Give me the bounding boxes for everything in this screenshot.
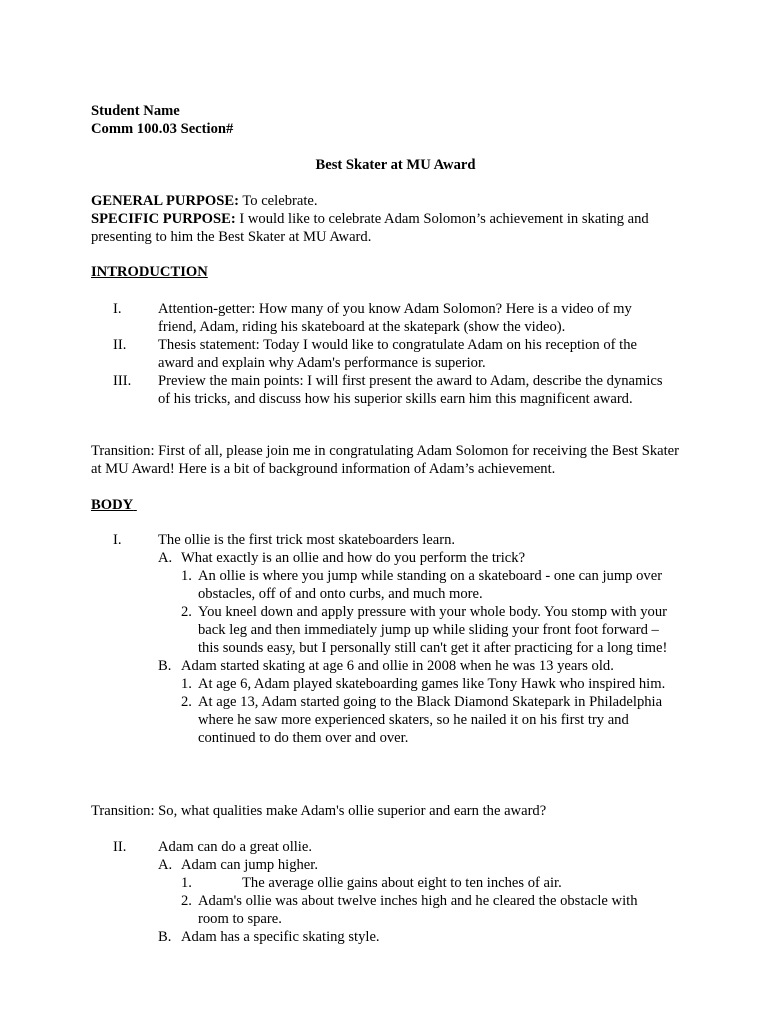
- detail-item-text: Adam's ollie was about twelve inches high and he cleared the obstacle with room to spare.: [198, 893, 638, 927]
- intro-item: [91, 300, 671, 336]
- introduction-list: [91, 300, 671, 408]
- sub-point: [91, 856, 681, 874]
- body-heading: [91, 496, 137, 514]
- sub-point: [91, 928, 681, 946]
- detail-item: [91, 874, 681, 892]
- specific-purpose-label: SPECIFIC PURPOSE:: [91, 211, 236, 227]
- detail-item: [91, 675, 668, 693]
- transition-2: Transition: So, what qualities make Adam's ollie superior and earn the award?: [91, 803, 547, 819]
- intro-item: [91, 372, 671, 408]
- main-point-number: II.: [113, 839, 127, 855]
- detail-item-text: The average ollie gains about eight to ten inches of air.: [242, 875, 562, 891]
- sub-point-letter: B.: [158, 929, 172, 945]
- main-point-text: The ollie is the first trick most skateboarders learn.: [158, 532, 456, 548]
- body-heading-text: BODY: [91, 497, 134, 513]
- intro-item-number: II.: [113, 337, 127, 353]
- sub-point-letter: B.: [158, 658, 172, 674]
- detail-item-number: 2.: [181, 694, 192, 710]
- detail-item: [91, 892, 668, 928]
- general-purpose: [91, 192, 681, 210]
- detail-item: [91, 603, 673, 657]
- intro-item-text: Thesis statement: Today I would like to congratulate Adam on his reception of the award and explain why Adam's performance is superior.: [158, 337, 637, 371]
- sub-point-text: What exactly is an ollie and how do you perform the trick?: [181, 550, 526, 566]
- sub-point-letter: A.: [158, 857, 173, 873]
- main-point: [91, 531, 681, 549]
- detail-item-number: 1.: [181, 676, 192, 692]
- sub-point: [91, 657, 681, 675]
- body-point-2: [91, 838, 681, 946]
- sub-point: [91, 549, 681, 567]
- intro-item-text: Preview the main points: I will first present the award to Adam, describe the dynamics of his tricks, and discuss how his superior skills earn him this magnificent award.: [158, 373, 663, 407]
- intro-item: [91, 336, 671, 372]
- sub-point-letter: A.: [158, 550, 173, 566]
- detail-item-number: 1.: [181, 875, 192, 891]
- detail-item-text: You kneel down and apply pressure with your whole body. You stomp with your back leg and then immediately jump up while sliding your front foot forward – this sounds easy, but I personally still can't get it after practicing for a long time!: [198, 604, 668, 656]
- detail-item: [91, 693, 688, 747]
- intro-item-text: Attention-getter: How many of you know Adam Solomon? Here is a video of my friend, Adam, riding his skateboard at the skatepark (show the video).: [158, 301, 632, 335]
- specific-purpose-text: I would like to celebrate Adam Solomon’s achievement in skating and presenting to him the Best Skater at MU Award.: [91, 211, 649, 245]
- general-purpose-text: To celebrate.: [238, 193, 318, 209]
- detail-item-number: 1.: [181, 568, 192, 584]
- main-point: [91, 838, 681, 856]
- transition-1: Transition: First of all, please join me in congratulating Adam Solomon for receiving the Best Skater at MU Award! Here is a bit of background information of Adam’s achievement.: [91, 443, 679, 477]
- intro-item-number: III.: [113, 373, 132, 389]
- general-purpose-label: GENERAL PURPOSE:: [91, 193, 239, 209]
- main-point-text: Adam can do a great ollie.: [158, 839, 312, 855]
- detail-item-text: An ollie is where you jump while standing on a skateboard - one can jump over obstacles, off of and onto curbs, and much more.: [198, 568, 663, 602]
- detail-item-text: At age 6, Adam played skateboarding games like Tony Hawk who inspired him.: [198, 676, 666, 692]
- detail-item-number: 2.: [181, 604, 192, 620]
- intro-item-number: I.: [113, 301, 122, 317]
- detail-item: [91, 567, 668, 603]
- specific-purpose: [91, 210, 681, 246]
- detail-item-text: At age 13, Adam started going to the Black Diamond Skatepark in Philadelphia where he saw more experienced skaters, so he nailed it on his first try and continued to do them over and over.: [198, 694, 663, 746]
- student-name: Student Name: [91, 103, 180, 119]
- document-title: Best Skater at MU Award: [315, 157, 476, 173]
- body-point-1: [91, 531, 681, 747]
- sub-point-text: Adam has a specific skating style.: [181, 929, 380, 945]
- course-section: Comm 100.03 Section#: [91, 121, 234, 137]
- sub-point-text: Adam started skating at age 6 and ollie in 2008 when he was 13 years old.: [181, 658, 614, 674]
- main-point-number: I.: [113, 532, 122, 548]
- detail-item-number: 2.: [181, 893, 192, 909]
- sub-point-text: Adam can jump higher.: [181, 857, 318, 873]
- introduction-heading: INTRODUCTION: [91, 264, 208, 280]
